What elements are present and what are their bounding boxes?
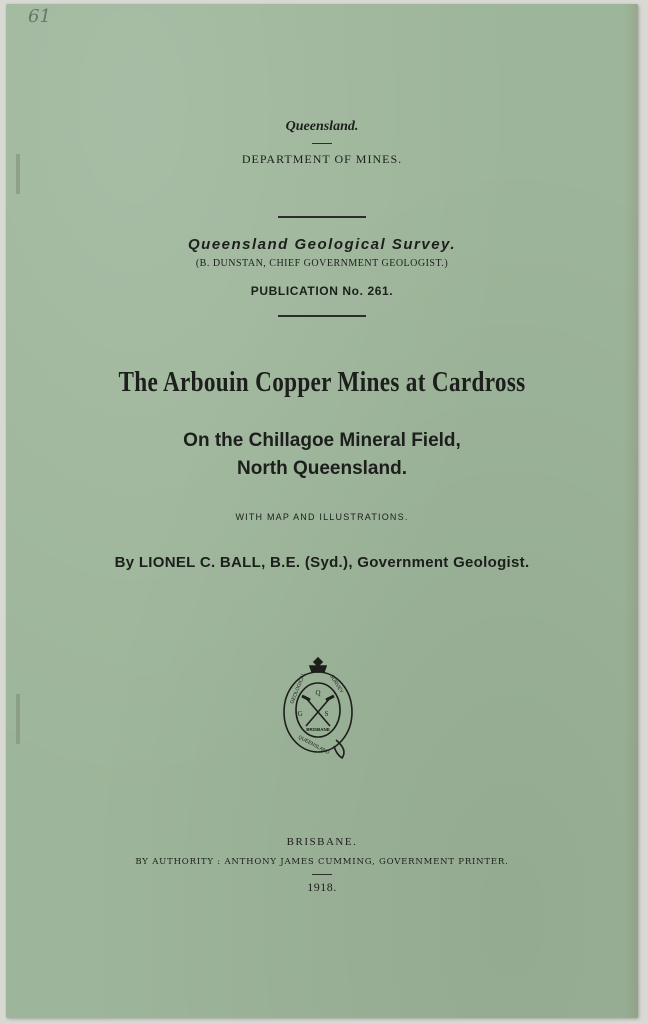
author-line: By LIONEL C. BALL, B.E. (Syd.), Government Geologist. [114,554,530,571]
staple-mark [16,694,20,744]
seal-city: BRISBANE [306,727,330,732]
seal-letters: G S [297,710,339,718]
imprint-printer: BY AUTHORITY : ANTHONY JAMES CUMMING, GOVERNMENT PRINTER. [135,857,509,867]
department-heading: DEPARTMENT OF MINES. [241,152,403,166]
document-title: The Arbouin Copper Mines at Cardross [118,366,526,398]
illustrations-note: WITH MAP AND ILLUSTRATIONS. [235,512,409,522]
imprint-year: 1918. [307,880,337,894]
divider [278,315,366,317]
geological-survey-seal-icon [276,654,360,762]
divider [312,874,332,875]
chief-geologist-note: (B. DUNSTAN, CHIEF GOVERNMENT GEOLOGIST.) [195,258,449,269]
publication-number: PUBLICATION No. 261. [250,284,394,298]
seal-text-queensland: QUEENSLAND [297,734,331,756]
seal-letter-q: Q [315,689,321,697]
subtitle-line-2: North Queensland. [237,458,407,479]
survey-name: Queensland Geological Survey. [187,236,457,253]
divider [312,143,332,144]
seal-text-survey: SURVEY [328,673,345,695]
state-heading: Queensland. [285,119,359,134]
subtitle-line-1: On the Chillagoe Mineral Field, [183,430,461,451]
document-cover [6,4,638,1018]
divider [278,216,366,218]
imprint-city: BRISBANE. [286,836,358,848]
seal-text-geological: GEOLOGICAL [289,672,308,705]
pencil-note: 61 [28,6,51,27]
